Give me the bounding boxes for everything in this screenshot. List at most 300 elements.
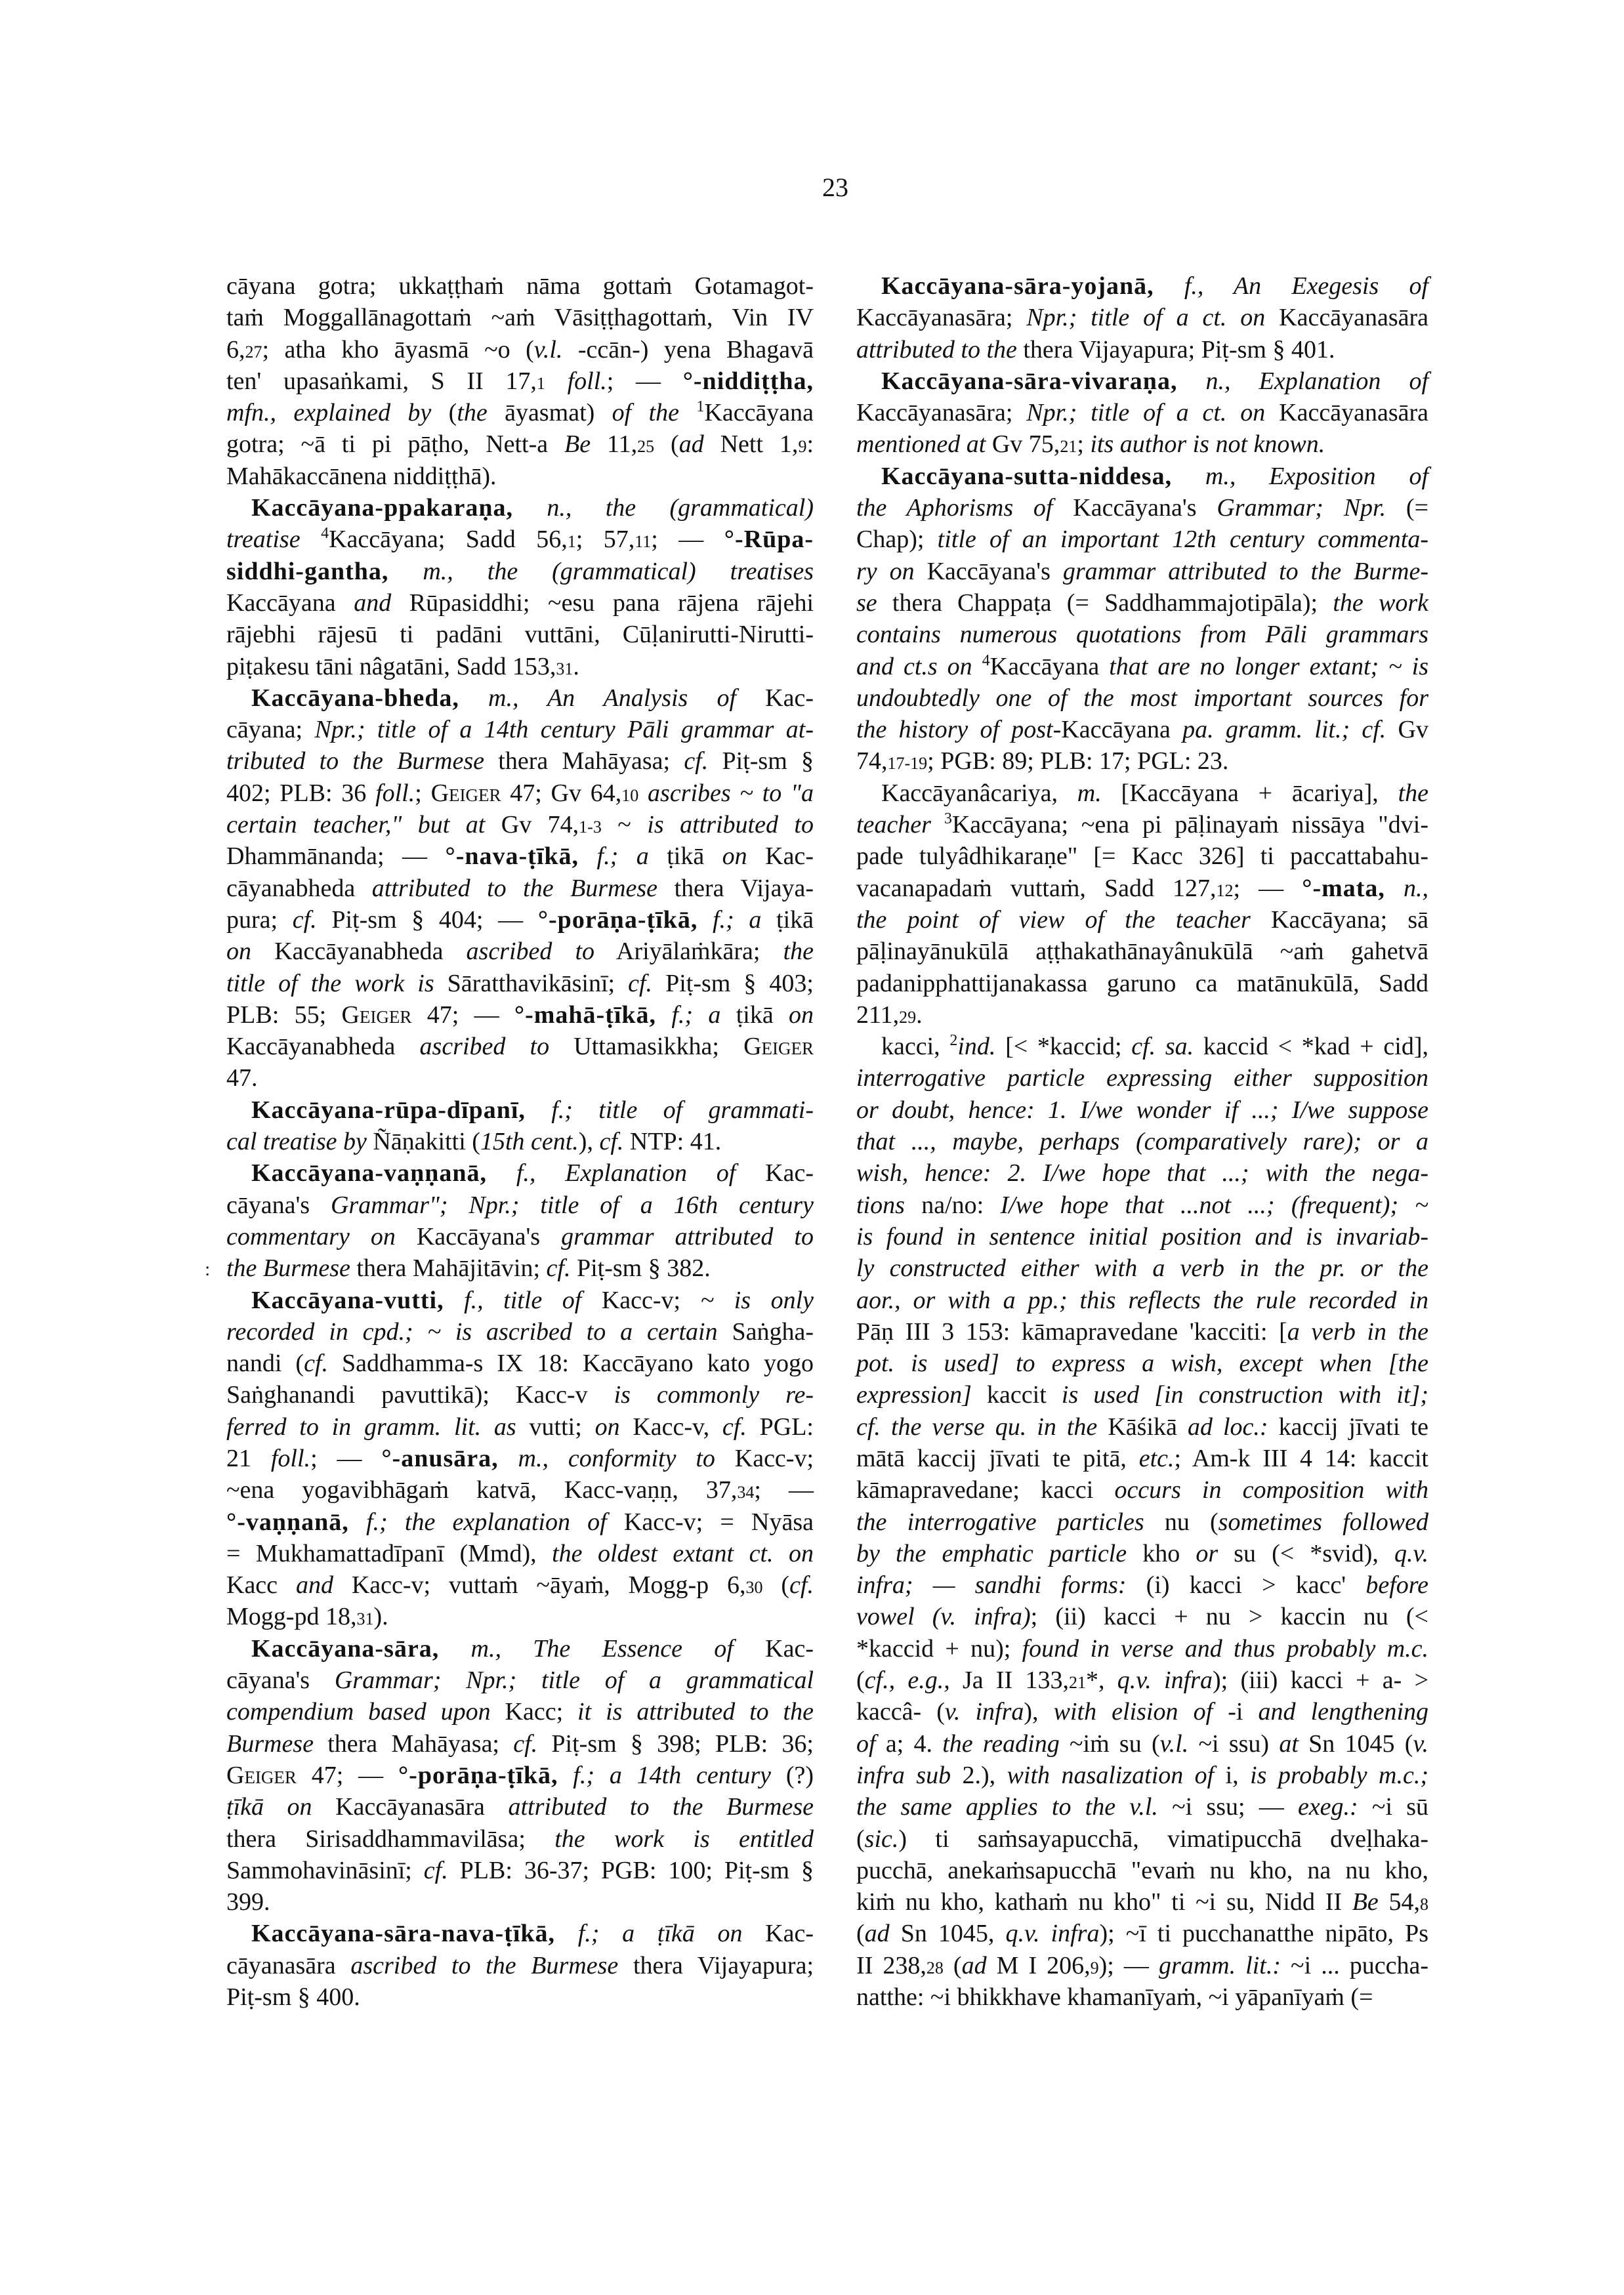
subscript-number: 9 <box>1090 1958 1099 1977</box>
text-line <box>226 1728 814 1760</box>
text-segment: (?) <box>771 1761 814 1789</box>
text-line <box>856 1760 1428 1791</box>
italic-segment: ferred to in gramm. lit. as <box>226 1413 516 1441</box>
text-segment: ~i ssu; — <box>1157 1793 1298 1821</box>
text-line <box>226 840 814 872</box>
italic-segment: f., Explanation of <box>516 1159 736 1188</box>
text-segment: = Mukhamattadīpanī (Mmd), <box>226 1539 552 1567</box>
text-segment: Kāśikā <box>1097 1413 1188 1441</box>
italic-segment: expression] <box>856 1381 972 1409</box>
text-segment: su (< *svid), <box>1218 1539 1394 1567</box>
italic-segment: f., An Exegesis of <box>1184 272 1428 300</box>
text-segment: Piṭ-sm § 404; — <box>316 905 538 934</box>
text-segment: ; atha kho āyasmā ~o ( <box>262 335 534 363</box>
text-segment: Uttamasikkha; <box>549 1033 744 1061</box>
headword: Kaccāyana-rūpa-dīpanī, <box>251 1096 526 1124</box>
text-segment <box>459 684 488 712</box>
headword: °-mahā-ṭīkā, <box>514 1001 657 1029</box>
italic-segment: the work is entitled <box>554 1825 814 1853</box>
text-line <box>856 1664 1428 1696</box>
superscript-number: 4 <box>982 651 990 669</box>
text-segment: Kaccāyana's <box>914 557 1063 585</box>
text-segment: Piṭ-sm § 382. <box>570 1254 711 1283</box>
text-segment: 399. <box>226 1888 270 1916</box>
text-segment: kāmapravedane; kacci <box>856 1476 1115 1504</box>
subscript-number: 25 <box>637 437 655 457</box>
text-segment: 402; PLB: 36 <box>226 779 376 807</box>
text-line <box>856 302 1428 333</box>
text-line <box>856 1062 1428 1094</box>
subscript-number: 30 <box>745 1578 763 1598</box>
text-segment <box>1385 875 1404 902</box>
text-segment: Gv 75, <box>986 430 1060 459</box>
italic-segment: m., An Analysis of <box>488 684 737 712</box>
italic-segment: f.; a ṭīkā on <box>577 1920 743 1948</box>
text-segment: cāyana's <box>226 1191 331 1219</box>
italic-segment: ad <box>961 1951 987 1979</box>
text-line <box>226 461 814 492</box>
italic-segment: the Burmese <box>226 1254 350 1283</box>
text-segment: Kac- <box>733 1634 814 1663</box>
subscript-number: 27 <box>245 342 262 362</box>
text-line <box>226 1950 814 1981</box>
italic-segment: f., title of <box>464 1286 582 1314</box>
text-segment: Sn 1045, <box>889 1920 1006 1948</box>
text-segment: thera Chappaṭa (= Saddhammajotipāla); <box>877 589 1333 617</box>
italic-segment: infra; — sandhi forms: <box>856 1571 1127 1600</box>
entry-first-line <box>226 682 814 714</box>
headword: Kaccāyana-sutta-niddesa, <box>881 462 1173 490</box>
italic-segment: wish, hence: 2. I/we hope that ...; with the nega- <box>856 1159 1428 1188</box>
text-segment: Pāṇ III 3 153: kāmapravedane 'kacciti: [ <box>856 1317 1287 1346</box>
text-segment: Chap); <box>856 526 938 554</box>
text-line <box>856 1157 1428 1189</box>
entry-first-line <box>226 1633 814 1664</box>
headword: Kaccāyana-vutti, <box>251 1286 444 1314</box>
text-segment: Mahākaccānena niddiṭṭhā). <box>226 462 497 490</box>
italic-segment: grammar attributed to <box>561 1222 814 1251</box>
italic-segment: sometimes followed <box>1218 1508 1428 1536</box>
text-line <box>226 270 814 302</box>
italic-segment: or <box>1196 1539 1218 1567</box>
text-segment: vutti; <box>516 1413 595 1441</box>
italic-segment: undoubtedly one of the most important sources for <box>856 684 1428 712</box>
text-line <box>856 1633 1428 1664</box>
text-line <box>226 904 814 936</box>
text-line <box>226 1221 814 1252</box>
italic-segment: a verb in the <box>1287 1317 1428 1346</box>
text-segment: 21 <box>226 1444 271 1472</box>
text-segment: Kaccāyanasāra <box>312 1793 509 1821</box>
italic-segment: f.; a <box>596 842 649 871</box>
italic-segment: title of an important 12th century commenta- <box>937 526 1428 554</box>
text-segment: ; (ii) kacci + nu > kaccin nu (< <box>1030 1603 1428 1631</box>
text-line <box>226 1506 814 1538</box>
italic-segment: ad <box>864 1920 890 1948</box>
italic-segment: ṭīkā on <box>226 1793 312 1821</box>
italic-segment: n., <box>1404 874 1428 902</box>
italic-segment: Be <box>564 430 591 459</box>
text-segment: ; — <box>754 1476 814 1504</box>
italic-segment: v.l. <box>533 335 563 363</box>
text-segment: cāyanabheda <box>226 874 372 902</box>
italic-segment: vowel (v. infra) <box>856 1603 1031 1631</box>
italic-segment: se <box>856 589 877 617</box>
text-segment: 47. <box>226 1064 258 1092</box>
text-segment: 54, <box>1378 1888 1420 1916</box>
text-line <box>226 1601 814 1632</box>
text-segment: Kaccāyanasāra; <box>856 304 1027 332</box>
subscript-number: 10 <box>621 785 639 805</box>
text-segment: ; <box>415 779 431 807</box>
italic-segment: pa. gramm. lit.; cf. <box>1182 716 1386 744</box>
italic-segment: Burmese <box>226 1729 314 1758</box>
text-segment <box>301 526 321 553</box>
italic-segment: with elision of <box>1053 1698 1213 1726</box>
text-line <box>226 999 814 1031</box>
text-line <box>226 1411 814 1443</box>
smallcaps-segment: Geiger <box>341 1001 412 1029</box>
page-number: 23 <box>822 173 848 202</box>
text-segment: ṭikā <box>761 905 814 934</box>
text-segment: Kaccāyana <box>989 652 1110 680</box>
text-line <box>226 1664 814 1696</box>
headword: Kaccāyana-sāra-yojanā, <box>881 272 1154 300</box>
text-segment: ( <box>856 1920 865 1948</box>
italic-segment: commentary on <box>226 1222 396 1251</box>
italic-segment: the same applies to the v.l. <box>856 1793 1158 1821</box>
text-segment: Kaccāyana <box>226 589 354 617</box>
text-line <box>856 1981 1428 2013</box>
headword: Kaccāyana-sāra-nava-ṭīkā, <box>251 1920 556 1948</box>
italic-segment: with nasalization of <box>1007 1761 1215 1789</box>
italic-segment: mfn., explained by <box>226 399 432 427</box>
text-line <box>856 682 1428 714</box>
text-segment: Saṅgha- <box>717 1317 814 1346</box>
italic-segment: the oldest extant ct. on <box>552 1539 814 1567</box>
text-line <box>226 334 814 365</box>
text-segment: Piṭ-sm § <box>708 747 814 775</box>
italic-segment: v. infra <box>944 1698 1024 1726</box>
italic-segment: gramm. lit.: <box>1158 1951 1281 1979</box>
italic-segment: cf. <box>546 1254 571 1283</box>
text-line <box>226 524 814 555</box>
subscript-number: 17-19 <box>887 754 928 774</box>
text-line <box>856 1823 1428 1855</box>
italic-segment: the point of view of the teacher <box>856 905 1251 934</box>
text-line <box>226 1474 814 1506</box>
text-segment: ( <box>431 399 457 427</box>
text-segment: ~iṁ su ( <box>1059 1729 1160 1758</box>
text-line <box>226 365 814 397</box>
italic-segment: grammar attributed to the Burme- <box>1062 557 1428 585</box>
text-segment <box>931 811 944 838</box>
text-segment: kho <box>1127 1539 1196 1567</box>
italic-segment: its author is not known. <box>1090 430 1325 459</box>
italic-segment: cf. <box>628 969 653 997</box>
text-segment: Saddhamma-s IX 18: Kaccāyano kato yogo <box>328 1350 814 1378</box>
text-segment <box>679 399 696 426</box>
italic-segment: certain teacher," but at <box>226 811 486 839</box>
text-line <box>856 1443 1428 1474</box>
italic-segment: the <box>457 399 488 427</box>
text-line <box>226 968 814 999</box>
italic-segment: is commonly re- <box>614 1381 814 1409</box>
text-segment: kaccit <box>971 1381 1062 1409</box>
text-segment: 47; — <box>411 1001 514 1029</box>
text-segment: Kaccāyana's <box>1052 494 1217 522</box>
text-segment: Kaccāyanâcariya, <box>881 779 1077 807</box>
text-line <box>226 745 814 777</box>
text-line <box>856 1855 1428 1886</box>
text-line <box>226 1348 814 1379</box>
headword: °-anusāra, <box>381 1444 499 1472</box>
text-segment: Piṭ-sm § 400. <box>226 1983 360 2012</box>
italic-segment: f.; a <box>671 1001 721 1029</box>
text-segment: Piṭ-sm § 403; <box>652 969 814 997</box>
text-segment: āyasmat) <box>487 399 612 427</box>
italic-segment: cf. <box>722 1413 747 1441</box>
italic-segment: the Aphorisms of <box>856 494 1053 522</box>
text-segment: Nett 1, <box>703 430 799 459</box>
text-segment: ), <box>1024 1698 1054 1726</box>
italic-segment: q.v. infra <box>1005 1920 1100 1948</box>
italic-segment: ad loc.: <box>1187 1413 1268 1441</box>
italic-segment: 15th cent. <box>480 1128 579 1156</box>
text-segment: Kaccāyana; ~ena pi pāḷinayaṁ nissāya "dvi- <box>951 811 1428 839</box>
italic-segment: m., the (grammatical) treatises <box>423 557 814 585</box>
entry-first-line <box>856 777 1428 809</box>
text-line <box>856 904 1428 936</box>
text-segment: ṭikā <box>720 1001 789 1029</box>
italic-segment: cf. the verse qu. in the <box>856 1413 1098 1441</box>
subscript-number: 11 <box>635 532 652 552</box>
superscript-number: 3 <box>944 810 952 828</box>
subscript-number: 12 <box>1216 880 1234 900</box>
text-segment: Kacc-v; <box>715 1444 814 1472</box>
text-segment: Dhammānanda; — <box>226 842 446 871</box>
italic-segment: v. <box>1413 1729 1428 1758</box>
text-segment: ); (iii) kacci + a- > <box>1212 1666 1429 1695</box>
italic-segment: is attributed to <box>647 811 814 839</box>
italic-segment: pot. is used] to express a wish, except when [the <box>856 1350 1428 1378</box>
text-line <box>226 1062 814 1094</box>
text-line <box>856 1506 1428 1538</box>
italic-segment: the <box>783 938 814 966</box>
text-line <box>856 968 1428 999</box>
text-segment: rājebhi rājesū ti padāni vuttāni, Cūḷanirutti-Nirutti- <box>226 621 814 649</box>
text-line <box>856 1348 1428 1379</box>
headword: Kaccāyana-vaṇṇanā, <box>251 1159 487 1188</box>
text-segment: ( <box>856 1666 865 1695</box>
italic-segment: foll. <box>567 367 607 395</box>
text-line <box>856 1411 1428 1443</box>
italic-segment: is probably m.c.; <box>1250 1761 1429 1789</box>
text-line <box>856 840 1428 872</box>
text-line <box>856 1538 1428 1569</box>
text-line <box>856 1221 1428 1252</box>
text-segment: ; 57, <box>575 526 635 554</box>
text-segment: piṭakesu tāni nâgatāni, Sadd 153, <box>226 652 556 680</box>
text-line <box>226 1189 814 1221</box>
text-segment: gotra; ~ā ti pi pāṭho, Nett-a <box>226 430 565 459</box>
italic-segment: on <box>594 1413 620 1441</box>
text-segment: thera Vijayapura; Piṭ-sm § 401. <box>1016 335 1335 363</box>
text-segment: Kaccāyana; Sadd 56, <box>329 526 568 554</box>
text-segment: Kaccāyanasāra <box>1265 399 1428 427</box>
text-segment: Mogg-pd 18, <box>226 1603 357 1631</box>
text-line <box>226 1316 814 1348</box>
text-line <box>856 745 1428 777</box>
italic-segment: ascribes ~ to "a <box>648 779 814 807</box>
text-line <box>226 1379 814 1411</box>
subscript-number: 21 <box>1060 437 1077 457</box>
italic-segment: attributed to the <box>856 335 1017 363</box>
text-segment: 6, <box>226 335 245 363</box>
text-segment: thera Mahāyasa; <box>313 1729 514 1758</box>
italic-segment: and lengthening <box>1258 1698 1428 1726</box>
headword: °-niddiṭṭha, <box>682 367 814 395</box>
text-line <box>226 1760 814 1791</box>
text-segment <box>513 494 547 522</box>
text-segment: kaccâ- ( <box>856 1698 945 1726</box>
italic-segment: infra sub <box>856 1761 951 1789</box>
text-line <box>856 651 1428 682</box>
italic-segment: Grammar; Npr.; title of a grammatical <box>334 1666 814 1695</box>
text-segment: pucchā, anekaṁsapucchā "evaṁ nu kho, na nu kho, <box>856 1856 1428 1884</box>
italic-segment: cf. <box>789 1571 814 1600</box>
text-segment: Kaccāyanasāra; <box>856 399 1027 427</box>
italic-segment: f.; a 14th century <box>573 1761 771 1789</box>
text-segment: Sammohavināsinī; <box>226 1856 424 1884</box>
italic-segment: cf. <box>513 1729 538 1758</box>
italic-segment: Npr.; title of a ct. on <box>1026 304 1266 332</box>
italic-segment: title of the work is <box>226 969 434 997</box>
text-line <box>856 999 1428 1031</box>
entry-first-line <box>856 270 1428 302</box>
text-line <box>856 587 1428 619</box>
text-line <box>226 556 814 587</box>
text-segment: pāḷinayānukūlā aṭṭhakathānayânukūlā ~aṁ gahetvā <box>856 938 1428 966</box>
text-segment: ( <box>943 1951 962 1979</box>
text-segment: ), <box>578 1128 600 1156</box>
text-line <box>856 1569 1428 1601</box>
left-column <box>226 270 814 2013</box>
entry-first-line <box>226 492 814 524</box>
subscript-number: 8 <box>1420 1895 1428 1914</box>
text-segment <box>1177 367 1205 395</box>
headword: °-mata, <box>1302 874 1385 902</box>
text-segment: NTP: 41. <box>623 1128 722 1156</box>
italic-segment: Grammar; Npr. <box>1217 494 1386 522</box>
superscript-number: 2 <box>949 1032 958 1050</box>
text-segment: Kacc-v; <box>581 1286 701 1314</box>
text-segment: thera Mahājitāvin; <box>350 1254 547 1283</box>
italic-segment: interrogative particle expressing either supposition <box>856 1064 1428 1092</box>
text-segment: Sn 1045 ( <box>1298 1729 1413 1758</box>
subscript-number: 31 <box>356 1609 374 1629</box>
italic-segment: teacher <box>856 811 931 839</box>
text-segment: ~ena yogavibhāgaṁ katvā, Kacc-vaṇṇ, 37, <box>226 1476 738 1504</box>
text-segment: [< *kaccid; <box>995 1033 1132 1061</box>
italic-segment: q.v. <box>1394 1539 1429 1567</box>
text-segment <box>499 1445 518 1472</box>
text-line <box>226 397 814 428</box>
text-segment: [Kaccāyana + ācariya], <box>1101 779 1398 807</box>
text-segment: mātā kaccij jīvati te pitā, <box>856 1444 1139 1472</box>
text-segment: 47; — <box>296 1761 398 1789</box>
italic-segment: the reading <box>942 1729 1060 1758</box>
italic-segment: aor., or with a pp.; this reflects the rule recorded in <box>856 1286 1428 1314</box>
text-segment: pade tulyâdhikaraṇe" [= Kacc 326] ti paccattabahu- <box>856 842 1428 871</box>
italic-segment: ascribed to <box>419 1033 550 1061</box>
headword: Kaccāyana-ppakaraṇa, <box>251 494 513 522</box>
text-segment: Kac- <box>747 842 814 871</box>
headword: °-porāṇa-ṭīkā, <box>398 1761 558 1789</box>
text-segment: kaccid < *kad + cid], <box>1194 1033 1428 1061</box>
text-line <box>856 492 1428 524</box>
text-segment <box>697 906 713 934</box>
text-line <box>856 1379 1428 1411</box>
text-line <box>856 334 1428 365</box>
text-segment: kacci, <box>881 1033 950 1061</box>
entry-first-line <box>226 1094 814 1126</box>
text-segment: Kaccāyanabheda <box>226 1033 420 1061</box>
text-segment: Kacc-v; = Nyāsa <box>606 1508 814 1536</box>
text-segment: cāyana's <box>226 1666 335 1695</box>
entry-first-line <box>226 1918 814 1949</box>
text-line <box>226 1569 814 1601</box>
text-line <box>226 619 814 650</box>
text-line <box>226 1981 814 2013</box>
text-line <box>856 1474 1428 1506</box>
text-segment: thera Vijayapura; <box>618 1951 814 1979</box>
text-line <box>856 428 1428 460</box>
margin-mark: : <box>205 1258 211 1280</box>
text-line <box>856 1696 1428 1727</box>
text-line <box>856 1126 1428 1157</box>
text-line <box>226 651 814 682</box>
italic-segment: the interrogative particles <box>856 1508 1144 1536</box>
italic-segment: or doubt, hence: 1. I/we wonder if ...; I/we suppose <box>856 1096 1428 1124</box>
text-line <box>226 428 814 460</box>
italic-segment: Npr.; title of a ct. on <box>1026 399 1266 427</box>
text-segment: Rūpasiddhi; ~esu pana rājena rājehi <box>391 589 814 617</box>
text-segment: II 238, <box>856 1951 927 1979</box>
text-segment <box>555 1920 578 1947</box>
text-segment: ~i ssu) <box>1188 1729 1280 1758</box>
text-segment: vacanapadaṁ vuttaṁ, Sadd 127, <box>856 874 1217 902</box>
text-segment: ṭikā <box>648 842 722 871</box>
text-segment: Kacc <box>226 1571 296 1600</box>
text-segment: PGL: <box>746 1413 814 1441</box>
entry-first-line <box>856 365 1428 397</box>
text-segment: cāyana gotra; ukkaṭṭhaṁ nāma gottaṁ Gotamagot- <box>226 272 814 300</box>
italic-segment: cf. sa. <box>1131 1033 1194 1061</box>
text-segment: Kaccāyana; sā <box>1250 905 1428 934</box>
text-line <box>226 714 814 745</box>
italic-segment: f.; a <box>712 905 762 934</box>
right-column <box>856 270 1428 2013</box>
text-segment: *, <box>1085 1666 1117 1695</box>
entry-first-line <box>226 1285 814 1316</box>
text-segment: Kaccāyana's <box>395 1222 562 1251</box>
italic-segment: Npr.; title of a 14th century Pāli grammar at- <box>314 716 814 744</box>
text-segment: ; Am-k III 4 14: kaccit <box>1174 1444 1428 1472</box>
italic-segment: cf. <box>304 1350 328 1378</box>
text-segment: 74, <box>856 747 888 775</box>
text-segment: ). <box>373 1603 388 1631</box>
